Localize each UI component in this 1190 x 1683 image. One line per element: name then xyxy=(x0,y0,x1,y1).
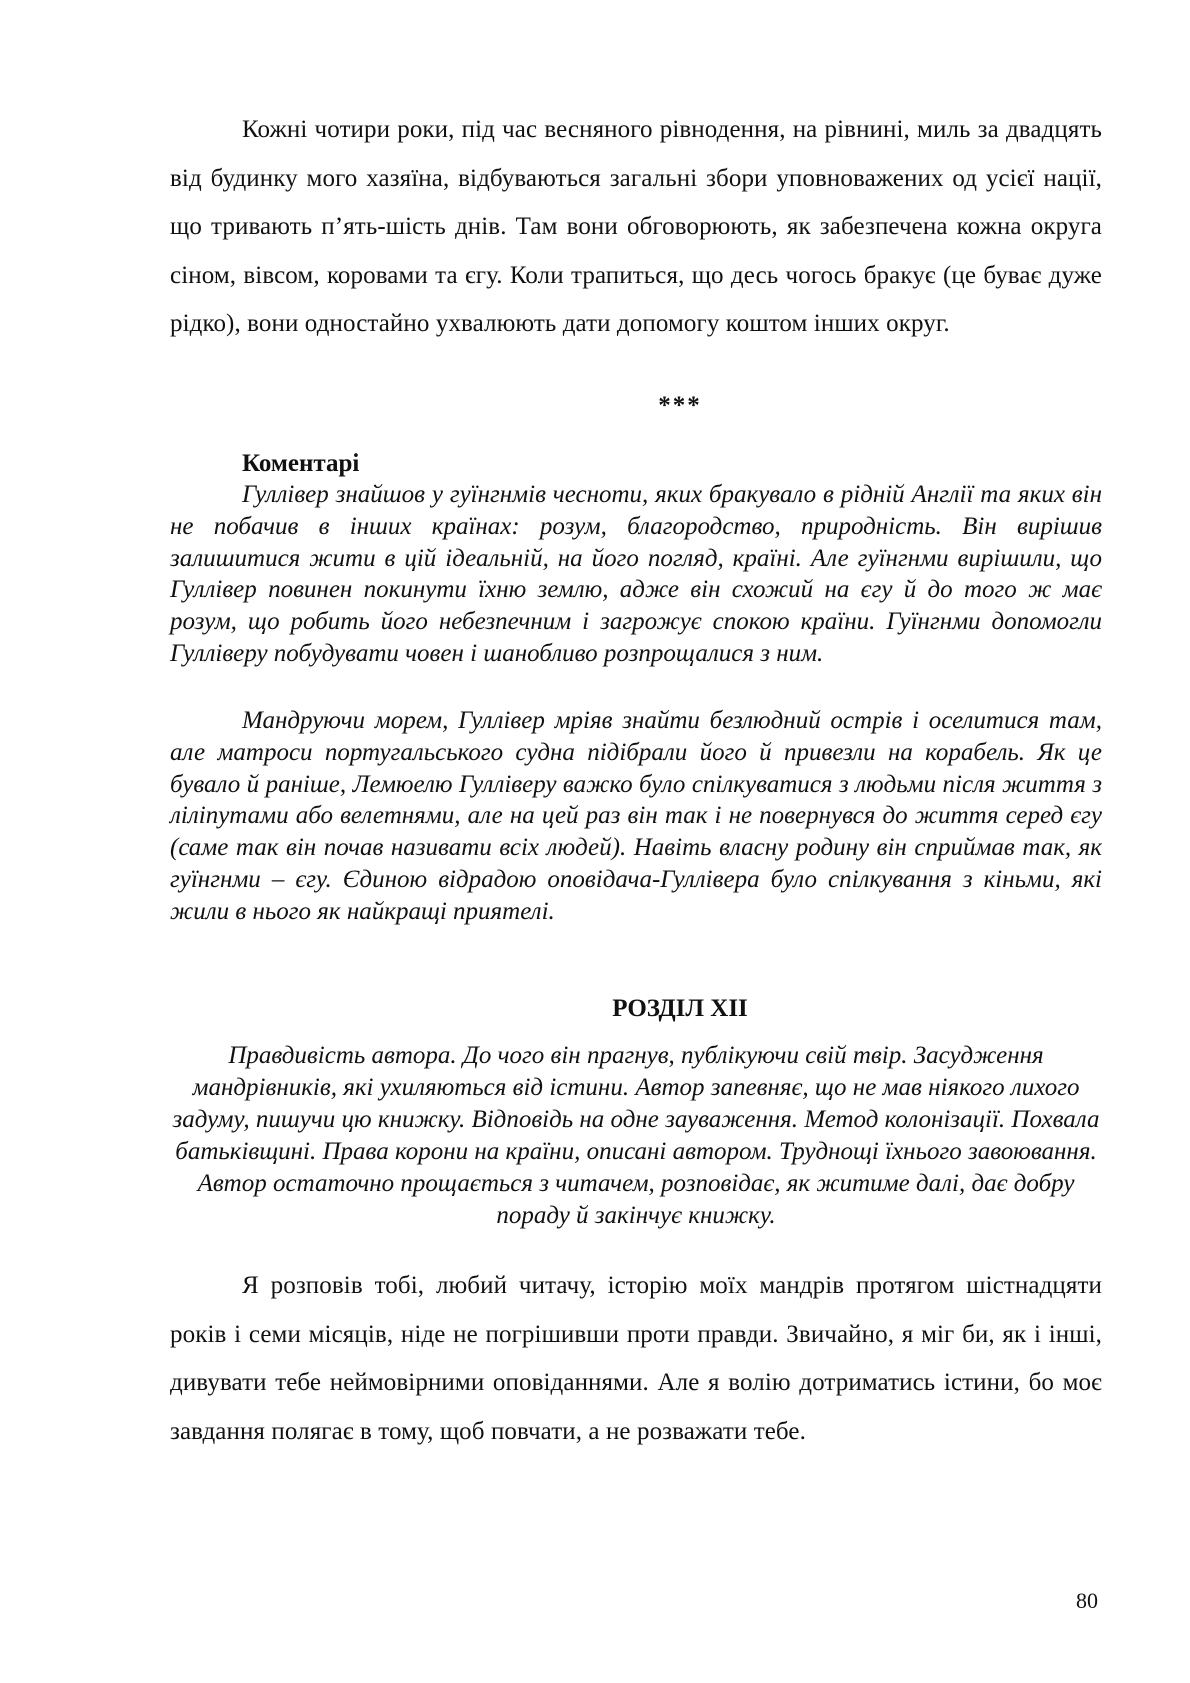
section-separator: *** xyxy=(658,392,702,419)
body-paragraph-assembly: Кожні чотири роки, під час весняного рівнодення, на рівнині, миль за двадцять від будинку мого хазяїна, відбуваються загальні збори уповноважених од усієї нації, що тривають п’ять-шість днів. Там вони обговорюють, як забезпечена кожна округа сіном, вівсом, коровами та єгу. Коли трапиться, що десь чогось бракує (це буває дуже рідко), вони одностайно ухвалюють дати допомогу коштом інших округ. xyxy=(170,116,1102,337)
chapter-synopsis: Правдивість автора. До чого він прагнув, публікуючи свій твір. Засудження мандрівників, які ухиляються від істини. Автор запевняє, що не мав ніякого лихого задуму, пишучи цю книжку. Відповідь на одне зауваження. Метод колонізації. Похвала батьківщині. Права корони на країни, описані автором. Труднощі їхнього завоювання. Автор остаточно прощається з читачем, розповідає, як житиме далі, дає добру пораду й закінчує книжку. xyxy=(172,1042,1100,1229)
page-number: 80 xyxy=(1076,1588,1098,1613)
body-paragraph-conclusion: Я розповів тобі, любий читачу, історію моїх мандрів протягом шістнадцяти років і семи місяців, ніде не погрішивши проти правди. Звичайно, я міг би, як і інші, дивувати тебе неймовірними оповіданнями. Але я волію дотриматись істини, бо моє завдання полягає в тому, щоб повчати, а не розважати тебе. xyxy=(170,1272,1102,1445)
comment-paragraph-1: Гуллівер знайшов у гуїнгнмів чесноти, яких бракувало в рідній Англії та яких він не побачив в інших країнах: розум, благородство, природність. Він вирішив залишитися жити в цій ідеальній, на його погляд, країні. Але гуїнгнми вирішили, що Гуллівер повинен покинути їхню землю, адже він схожий на єгу й до того ж має розум, що робить його небезпечним і загрожує спокою країни. Гуїнгнми допомогли Гулліверу побудувати човен і шанобливо розпрощалися з ним. xyxy=(170,481,1102,667)
chapter-title: РОЗДІЛ XII xyxy=(612,995,748,1022)
comments-heading: Коментарі xyxy=(242,450,360,477)
comment-paragraph-2: Мандруючи морем, Гуллівер мріяв знайти безлюдний острів і оселитися там, але матроси португальського судна підібрали його й привезли на корабель. Як це бувало й раніше, Лемюелю Гулліверу важко було спілкуватися з людьми після життя з ліліпутами або велетнями, але на цей раз він так і не повернувся до життя серед єгу (саме так він почав називати всіх людей). Навіть власну родину він сприймав так, як гуїнгнми – єгу. Єдиною відрадою оповідача-Гуллівера було спілкування з кіньми, які жили в нього як найкращі приятелі. xyxy=(170,707,1102,925)
